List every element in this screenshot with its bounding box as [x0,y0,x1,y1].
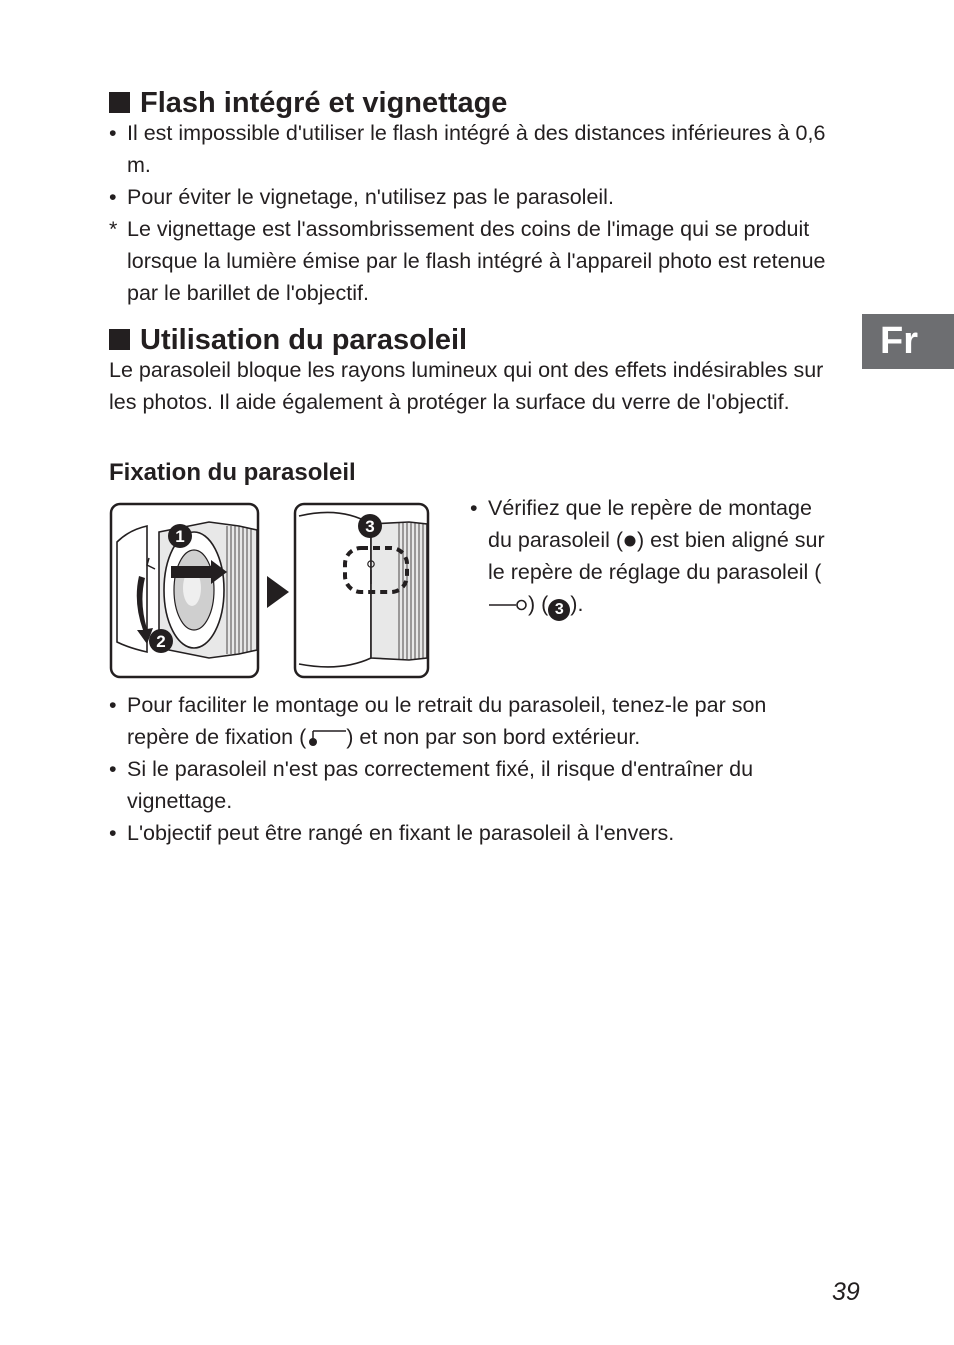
bullet-marker: • [109,185,117,209]
section-title-text: Flash intégré et vignettage [140,87,508,119]
section-square-icon [109,329,130,350]
section-square-icon [109,92,130,113]
step-3-ref-icon: 3 [548,599,570,621]
figure-panel-1 [111,504,258,677]
page-number: 39 [832,1278,860,1306]
bullet-marker: • [109,757,117,781]
list-item [109,753,829,817]
next-step-arrow-icon [267,576,289,608]
bullet-marker: • [109,821,117,845]
bullet-marker: • [109,121,117,145]
section-title-text: Utilisation du parasoleil [140,324,468,356]
bullet-text: Si le parasoleil n'est pas correctement fixé, il risque d'entraîner du vignettage. [127,757,754,813]
section-title-flash [109,86,507,120]
intro-paragraph: Le parasoleil bloque les rayons lumineux qui ont des effets indésirables sur les photos. Il aide également à protéger la surface du verre de l'objectif. [109,358,824,414]
alignment-note-part1: Vérifiez que le repère de montage du parasoleil ( [488,496,812,552]
mounting-index-dot-icon [623,534,637,548]
bullet-text-part1: Pour faciliter le montage ou le retrait du parasoleil, tenez-le par son repère de fixation ( [127,693,767,749]
subheading: Fixation du parasoleil [109,459,356,486]
alignment-note [470,492,840,621]
alignment-note-part2: ) est bien aligné sur le repère de réglage du parasoleil ( [488,528,825,584]
hood-alignment-mark-icon [488,597,528,613]
figure-panel-2 [295,504,428,677]
list-item [109,689,829,753]
bullet-marker: • [109,693,117,717]
step-3-number: 3 [365,517,375,536]
footnote-marker: * [109,217,118,241]
bullet-marker: • [470,496,478,520]
bullet-text: L'objectif peut être rangé en fixant le parasoleil à l'envers. [127,821,675,845]
alignment-note-text [488,492,840,621]
list-item [109,117,849,181]
section-title-lens-hood [109,323,467,357]
bullet-text: Il est impossible d'utiliser le flash intégré à des distances inférieures à 0,6 m. [127,121,826,177]
list-item [109,817,849,849]
bullet-text: Pour éviter le vignetage, n'utilisez pas le parasoleil. [127,185,614,209]
hood-mount-mark-icon [306,727,346,749]
step-2-number: 2 [156,632,166,651]
alignment-note-part4: ). [570,592,584,616]
footnote-text: Le vignettage est l'assombrissement des coins de l'image qui se produit lorsque la lumière émise par le flash intégré à l'appareil photo est retenue par le barillet de l'objectif. [127,217,826,305]
footnote [109,213,854,309]
list-item [109,181,849,213]
bullet-text [127,689,829,753]
alignment-note-part3: ) ( [528,592,549,616]
language-tab: Fr [862,314,954,369]
step-1-number: 1 [175,527,185,546]
lens-hood-attachment-illustration [109,502,431,680]
bullet-text-part2: ) et non par son bord extérieur. [346,725,641,749]
